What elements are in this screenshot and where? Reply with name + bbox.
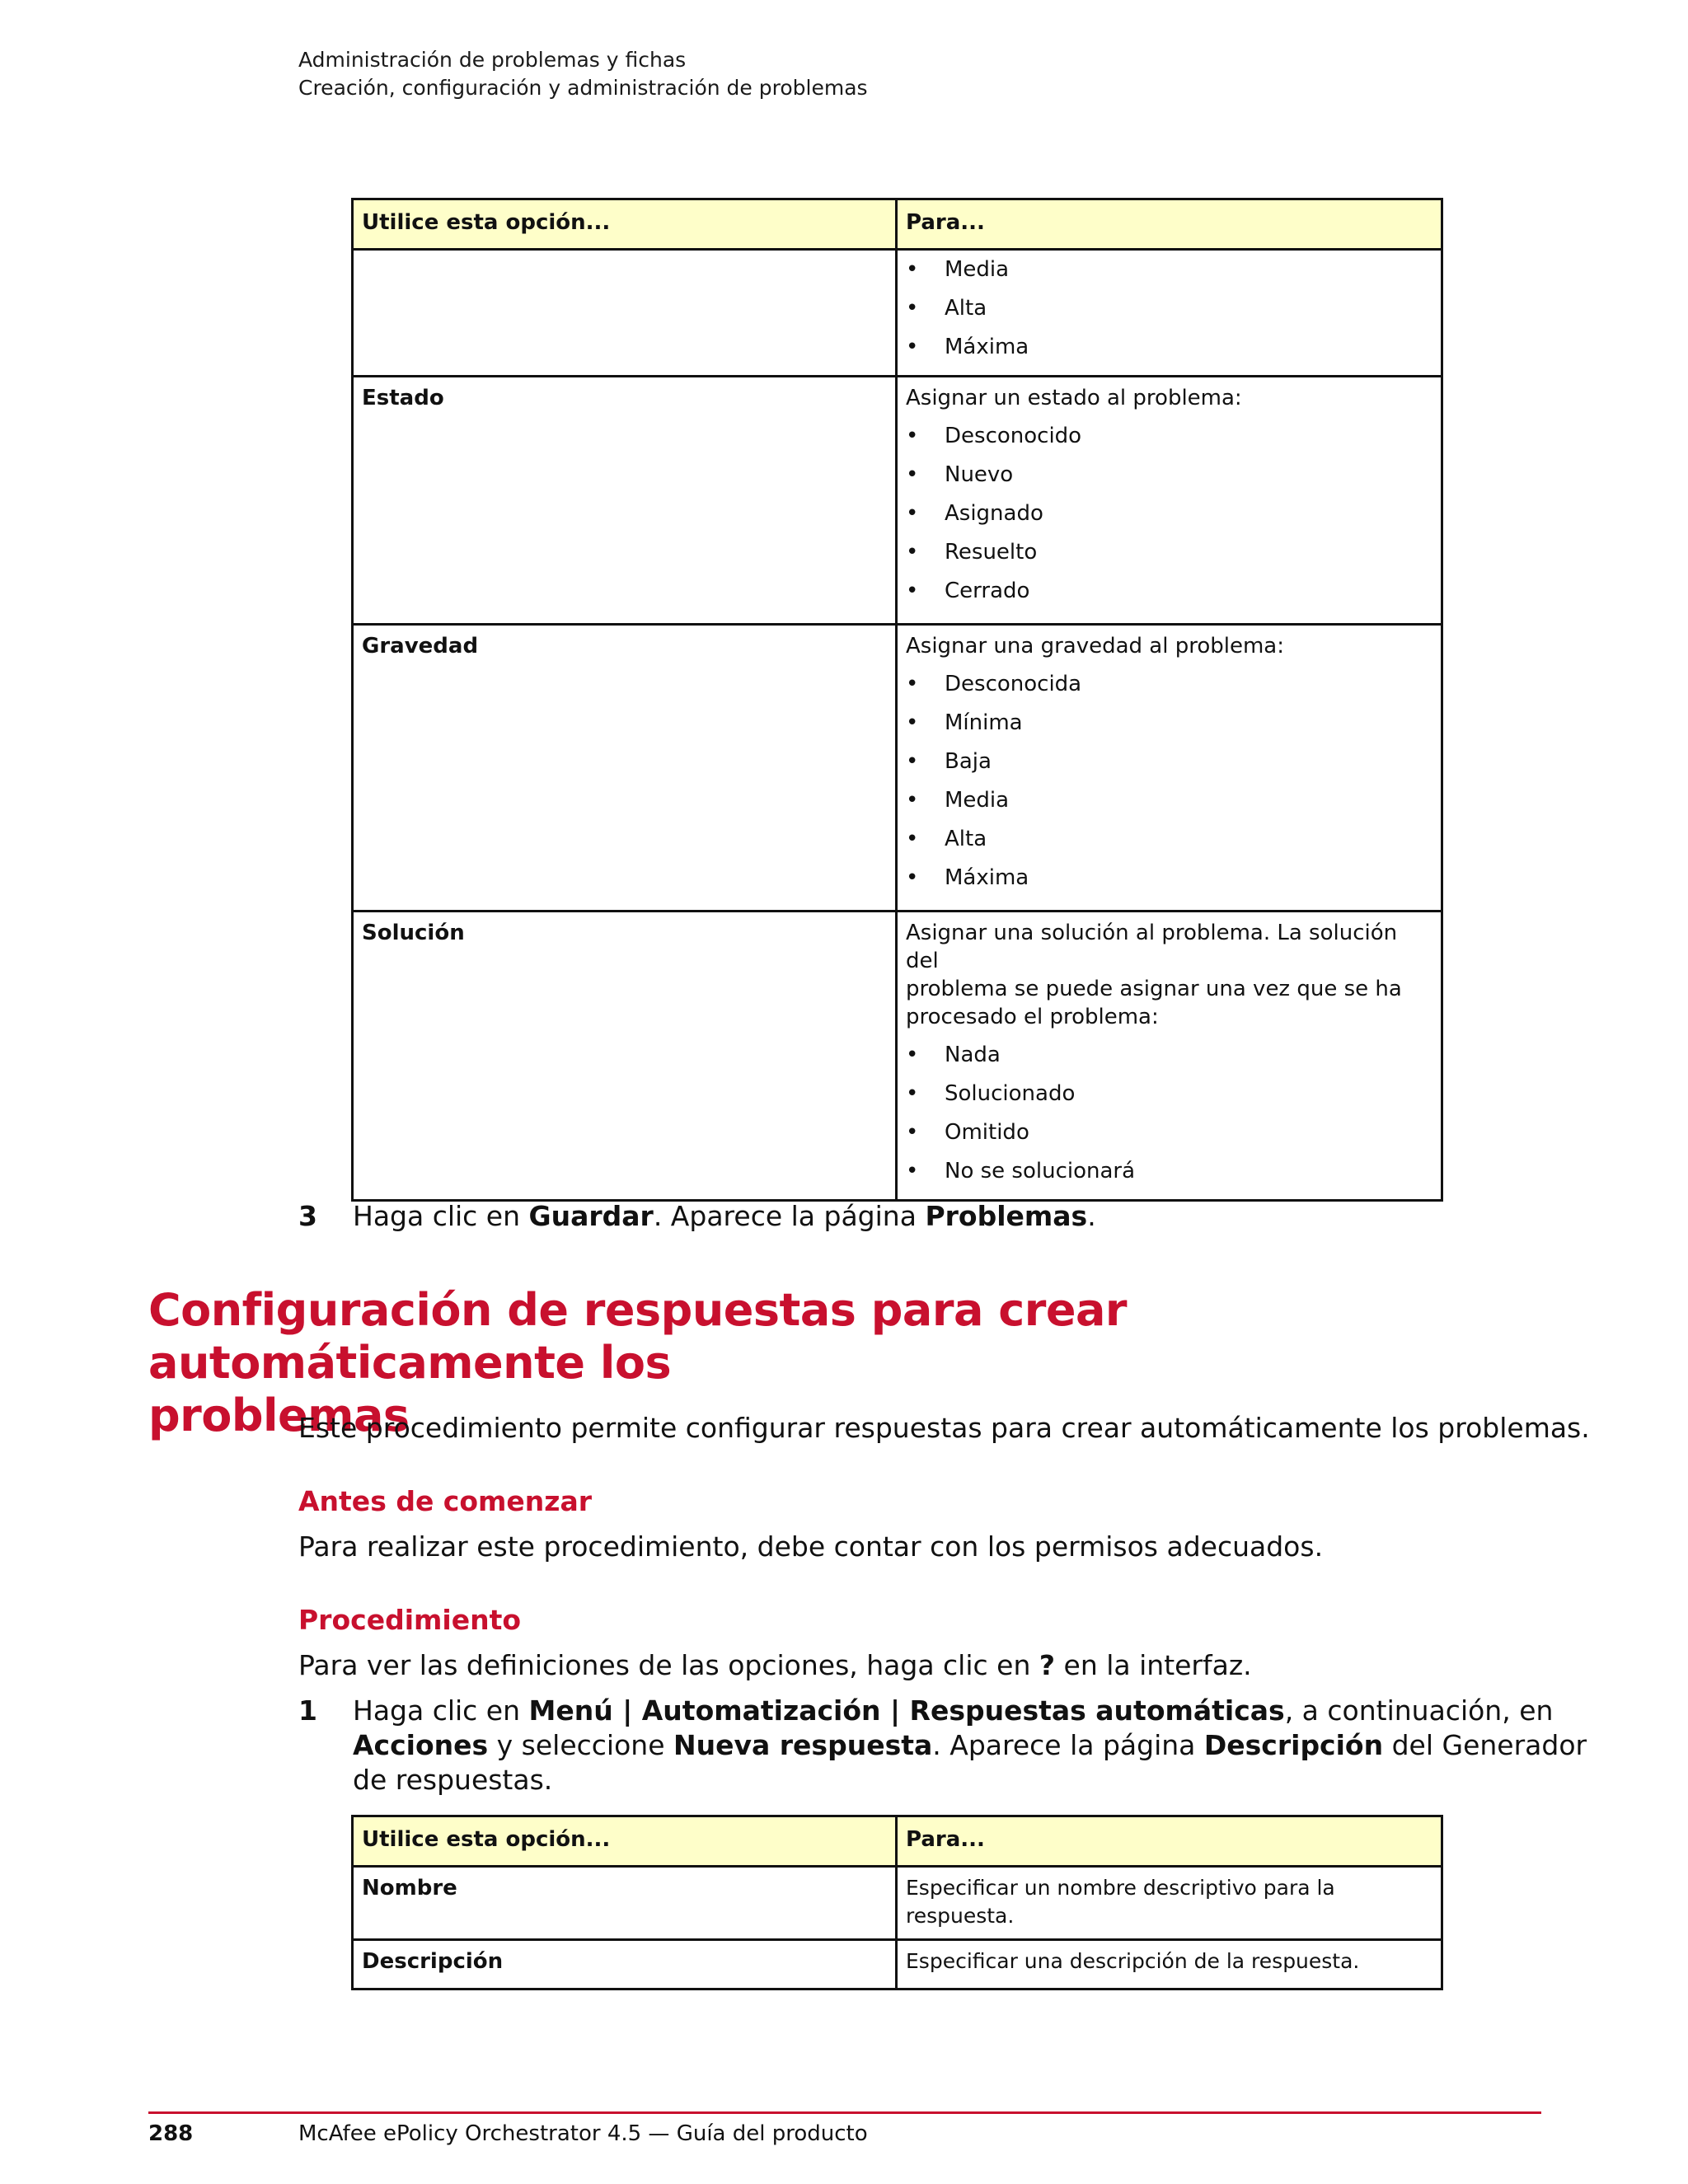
ui-term: Guardar: [528, 1200, 654, 1232]
procedure-text: [298, 1648, 1252, 1683]
ui-term: Nueva respuesta: [673, 1729, 933, 1761]
text-run: en la interfaz.: [1055, 1649, 1252, 1681]
table-row: [353, 912, 1442, 1201]
list-item: • Baja: [906, 743, 1432, 781]
value-list: [906, 417, 1432, 611]
table-row: [353, 250, 1442, 377]
cell-intro-line: Asignar una solución al problema. La solución del: [906, 921, 1398, 973]
purpose-cell: [897, 250, 1442, 377]
list-item: • Desconocida: [906, 665, 1432, 704]
option-cell: Estado: [353, 377, 897, 625]
cell-intro: Asignar una gravedad al problema:: [906, 634, 1284, 658]
table-row: [353, 1867, 1442, 1940]
table-row: [353, 1940, 1442, 1990]
step-text-run: del Generador: [1383, 1729, 1587, 1761]
table-row: [353, 625, 1442, 912]
footer-doc-title: McAfee ePolicy Orchestrator 4.5 — Guía del producto: [298, 2121, 868, 2146]
table-header-row: [353, 199, 1442, 250]
table-header-row: [353, 1816, 1442, 1867]
column-header-option: Utilice esta opción...: [353, 199, 897, 250]
section-title-line: problemas: [148, 1390, 410, 1441]
menu-path: Menú | Automatización | Respuestas automáticas: [528, 1694, 1285, 1727]
header-section: Creación, configuración y administración de problemas: [298, 76, 868, 100]
step-number: 3: [298, 1200, 317, 1232]
column-header-purpose: Para...: [897, 1816, 1442, 1867]
step-text-run: .: [1087, 1200, 1096, 1232]
options-table-1: [351, 198, 1443, 1202]
cell-intro: Asignar un estado al problema:: [906, 386, 1242, 410]
before-heading: Antes de comenzar: [298, 1485, 593, 1517]
ui-term: Acciones: [353, 1729, 489, 1761]
list-item: • Mínima: [906, 704, 1432, 743]
list-item: • Solucionado: [906, 1075, 1432, 1113]
list-item: • Desconocido: [906, 417, 1432, 456]
section-title-line: Configuración de respuestas para crear automáticamente los: [148, 1284, 1128, 1389]
option-cell: [353, 250, 897, 377]
ui-term: Problemas: [925, 1200, 1088, 1232]
text-run: Para ver las definiciones de las opciones, haga clic en: [298, 1649, 1039, 1681]
step-text-run: . Aparece la página: [932, 1729, 1204, 1761]
cell-intro: [906, 919, 1432, 1031]
list-item: • Omitido: [906, 1113, 1432, 1152]
list-item: • Cerrado: [906, 572, 1432, 611]
value-list: [906, 1036, 1432, 1191]
cell-intro-line: problema se puede asignar una vez que se ha: [906, 977, 1402, 1001]
step-text: [353, 1694, 1688, 1797]
option-cell: Descripción: [353, 1940, 897, 1990]
list-item: • No se solucionará: [906, 1152, 1432, 1191]
option-cell: Gravedad: [353, 625, 897, 912]
step-text-run: . Aparece la página: [653, 1200, 926, 1232]
list-item: • Máxima: [906, 328, 1432, 367]
list-item: • Nada: [906, 1036, 1432, 1075]
cell-intro-line: procesado el problema:: [906, 1005, 1159, 1029]
header-chapter: Administración de problemas y fichas: [298, 48, 687, 72]
section-intro: Este procedimiento permite configurar respuestas para crear automáticamente los problemas.: [298, 1412, 1590, 1444]
purpose-cell: Especificar un nombre descriptivo para la respuesta.: [897, 1867, 1442, 1940]
help-symbol: ?: [1039, 1649, 1056, 1681]
purpose-cell: [897, 377, 1442, 625]
step-line: [353, 1728, 1688, 1763]
option-cell: Solución: [353, 912, 897, 1201]
purpose-cell: Especificar una descripción de la respuesta.: [897, 1940, 1442, 1990]
column-header-option: Utilice esta opción...: [353, 1816, 897, 1867]
value-list: [906, 251, 1432, 367]
step-text-run: Haga clic en: [353, 1200, 529, 1232]
list-item: • Resuelto: [906, 533, 1432, 572]
step-text-run: , a continuación, en: [1284, 1694, 1554, 1727]
before-text: Para realizar este procedimiento, debe contar con los permisos adecuados.: [298, 1530, 1324, 1563]
list-item: • Alta: [906, 820, 1432, 859]
ui-term: Descripción: [1203, 1729, 1384, 1761]
purpose-cell: [897, 625, 1442, 912]
step-text-run: y seleccione: [488, 1729, 674, 1761]
list-item: • Alta: [906, 289, 1432, 328]
step-line: de respuestas.: [353, 1764, 553, 1796]
table-row: [353, 377, 1442, 625]
step-number: 1: [298, 1694, 317, 1727]
step-text-run: Haga clic en: [353, 1694, 529, 1727]
running-header: [298, 46, 868, 102]
column-header-purpose: Para...: [897, 199, 1442, 250]
list-item: • Media: [906, 251, 1432, 289]
value-list: [906, 665, 1432, 898]
options-table-2: [351, 1815, 1443, 1990]
list-item: • Asignado: [906, 494, 1432, 533]
list-item: • Máxima: [906, 859, 1432, 898]
option-cell: Nombre: [353, 1867, 897, 1940]
step-text: [353, 1199, 1688, 1234]
purpose-cell: [897, 912, 1442, 1201]
page-number: 288: [148, 2121, 194, 2146]
list-item: • Nuevo: [906, 456, 1432, 494]
list-item: • Media: [906, 781, 1432, 820]
step-line: [353, 1694, 1688, 1728]
procedure-heading: Procedimiento: [298, 1604, 522, 1636]
footer-rule: [148, 2111, 1541, 2114]
